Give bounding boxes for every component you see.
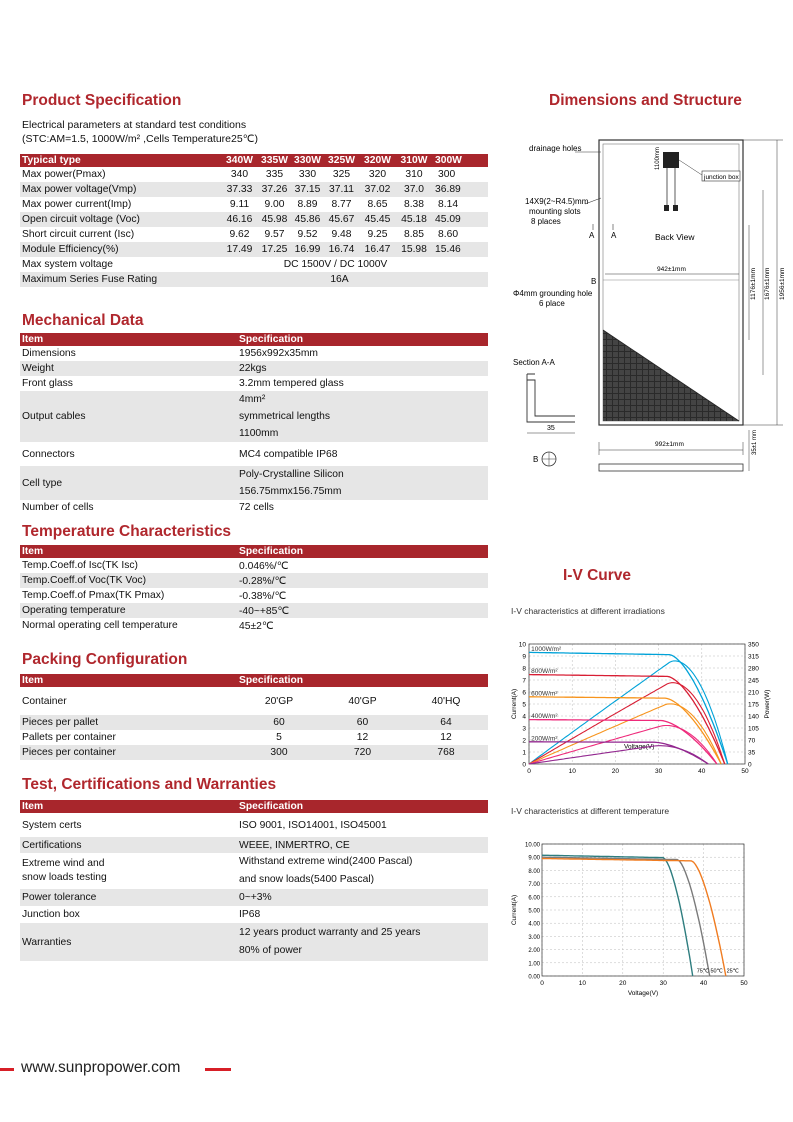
cell-value: 37.26	[258, 182, 291, 197]
cell-value: 45.67	[324, 212, 359, 227]
cell-value: Poly-Crystalline Silicon	[239, 469, 344, 480]
cell-value: ISO 9001, ISO14001, ISO45001	[239, 819, 387, 831]
row-label: Temp.Coeff.of Isc(TK Isc)	[22, 560, 138, 571]
row-label: Extreme wind and	[22, 858, 105, 869]
electrical-table	[20, 154, 488, 287]
irradiance-annotation: 800W/m²	[531, 668, 558, 676]
y2-tick-label: 175	[748, 701, 759, 709]
cell-value: 8.85	[403, 229, 425, 240]
cell-value: 22kgs	[237, 361, 488, 376]
table-row	[20, 906, 488, 923]
header-cell: 300W	[432, 154, 488, 167]
cell-value: 12	[440, 732, 452, 743]
header-cell: Specification	[237, 800, 488, 813]
cell-value: 46.16	[221, 212, 258, 227]
table-row	[20, 346, 488, 361]
back-view-label: Back View	[655, 232, 695, 242]
certs-header-row	[20, 800, 488, 813]
cell-value: and snow loads(5400 Pascal)	[239, 874, 375, 885]
y2-tick-label: 35	[748, 749, 756, 757]
cell-value: 37.15	[291, 182, 324, 197]
header-cell: Item	[20, 800, 237, 813]
y-tick-label: 3	[522, 725, 526, 733]
dim-35-label: 35±1 mm	[752, 430, 758, 455]
header-cell: Specification	[237, 333, 488, 346]
x-tick-label: 40	[698, 768, 706, 775]
y-tick-label: 5	[522, 701, 526, 709]
table-row	[20, 257, 488, 272]
x-tick-label: 20	[611, 768, 620, 775]
chart2-title: I-V characteristics at different temperature	[511, 806, 670, 816]
cell-value: 0.046%/℃	[239, 560, 289, 572]
iv-curve-title: I-V Curve	[563, 567, 632, 584]
y-tick-label: 0	[522, 761, 526, 769]
cell-value: 60	[237, 715, 321, 730]
y2-tick-label: 105	[748, 725, 759, 733]
cell-value: 45.98	[258, 212, 291, 227]
cell-value: 320	[368, 169, 387, 180]
dim-1676-label: 1676±1mm	[764, 267, 771, 300]
table-row	[20, 730, 488, 745]
table-row	[20, 588, 488, 603]
cell-value: WEEE, INMERTRO, CE	[237, 837, 488, 853]
certs-table	[20, 800, 488, 961]
row-label: Output cables	[20, 391, 237, 442]
cell-value: 37.11	[324, 182, 359, 197]
table-row	[20, 618, 488, 633]
y-tick-label: 6.00	[528, 895, 540, 902]
product-spec-title: Product Specification	[22, 92, 182, 109]
y2-tick-label: 245	[748, 677, 759, 685]
table-row	[20, 558, 488, 573]
mechanical-title: Mechanical Data	[22, 312, 144, 329]
irradiance-annotation: 400W/m²	[531, 713, 558, 721]
mechanical-table	[20, 333, 488, 515]
series-label: 75℃	[696, 968, 710, 975]
y-tick-label: 1	[522, 749, 526, 757]
cell-value: symmetrical lengths	[239, 411, 330, 422]
x-tick-label: 30	[659, 980, 667, 987]
y-tick-label: 9.00	[528, 855, 540, 862]
dim-1176-label: 1176±1mm	[750, 268, 757, 300]
cell-value: 72 cells	[239, 502, 274, 513]
cell-value: 45.86	[291, 212, 324, 227]
irradiance-annotation: 200W/m²	[531, 735, 558, 743]
table-row	[20, 923, 488, 961]
table-row	[20, 182, 488, 197]
cell-value: 325	[332, 169, 351, 180]
cell-value: 8.77	[331, 199, 352, 210]
cell-value: 45.09	[432, 212, 488, 227]
cell-value: 45.45	[359, 212, 396, 227]
section-35-label: 35	[547, 425, 555, 432]
row-label: Dimensions	[22, 348, 76, 359]
cell-value: 20'GP	[264, 695, 294, 707]
row-label: Cell type	[20, 466, 237, 500]
cell-value: 5	[276, 732, 282, 743]
section-label: Section A-A	[513, 358, 555, 367]
cell-value: 768	[404, 745, 488, 760]
table-row	[20, 466, 488, 500]
y-tick-label: 4.00	[528, 921, 540, 928]
cell-value: 8.60	[438, 229, 459, 240]
table-row	[20, 361, 488, 376]
cell-value: 12 years product warranty and 25 years	[239, 927, 421, 938]
mounting-label-1: 14X9(2~R4.5)mm	[525, 197, 589, 206]
iv-series-line	[529, 742, 708, 764]
table-row	[20, 272, 488, 287]
row-label: Operating temperature	[20, 603, 237, 618]
table-row	[20, 167, 488, 182]
header-cell: Item	[20, 674, 237, 687]
chart1-title: I-V characteristics at different irradiations	[511, 606, 665, 616]
y2-tick-label: 0	[748, 761, 752, 769]
header-cell: Typical type	[20, 154, 221, 167]
cell-value: -0.38%/℃	[239, 590, 287, 602]
cell-value: 330	[298, 169, 317, 180]
y-tick-label: 0.00	[528, 974, 540, 981]
row-label: Temp.Coeff.of Pmax(TK Pmax)	[22, 590, 165, 601]
y-tick-label: 3.00	[528, 934, 540, 941]
row-label: Pieces per container	[20, 745, 237, 760]
header-cell: Specification	[237, 674, 488, 687]
electrical-header-row	[20, 154, 488, 167]
header-cell: 325W	[324, 154, 359, 167]
y-tick-label: 7.00	[528, 882, 540, 889]
x-tick-label: 0	[527, 768, 531, 775]
cell-value: 156.75mmx156.75mm	[239, 486, 342, 497]
x-axis-label: Voltage(V)	[624, 743, 655, 751]
cell-value: 37.33	[221, 182, 258, 197]
table-row	[20, 745, 488, 760]
table-row	[20, 813, 488, 837]
row-label: Max power voltage(Vmp)	[20, 182, 221, 197]
x-tick-label: 10	[578, 980, 587, 987]
x-tick-label: 0	[540, 980, 544, 987]
cell-value: Withstand extreme wind(2400 Pascal)	[239, 856, 413, 867]
cell-value: -0.28%/℃	[237, 573, 488, 588]
y-tick-label: 7	[522, 677, 526, 685]
mechanical-header-row	[20, 333, 488, 346]
grounding-label-1: Φ4mm grounding hole	[513, 289, 593, 298]
b-label: B	[533, 455, 539, 464]
irradiance-annotation: 1000W/m²	[531, 645, 562, 653]
cell-value: 15.46	[432, 242, 488, 257]
row-label: Temp.Coeff.of Voc(TK Voc)	[20, 573, 237, 588]
table-row	[20, 687, 488, 715]
y-tick-label: 10	[518, 641, 526, 649]
irradiance-annotation: 600W/m²	[531, 690, 558, 698]
cell-value: 45±2℃	[239, 620, 274, 632]
y-tick-label: 1.00	[528, 961, 540, 968]
table-row	[20, 573, 488, 588]
row-label: Maximum Series Fuse Rating	[20, 272, 221, 287]
row-label: Number of cells	[22, 502, 94, 513]
y-tick-label: 2.00	[528, 948, 540, 955]
cell-value: IP68	[239, 909, 261, 920]
connector	[664, 205, 669, 211]
table-row	[20, 227, 488, 242]
dimensions-title: Dimensions and Structure	[549, 92, 742, 109]
cell-value: MC4 compatible IP68	[239, 448, 338, 460]
junction-box	[663, 152, 679, 168]
x-tick-label: 20	[619, 980, 627, 987]
cell-value: 37.0	[396, 182, 432, 197]
cell-value: 60	[321, 715, 404, 730]
cell-value: 37.02	[359, 182, 396, 197]
iv-irradiance-chart	[508, 634, 778, 780]
mounting-label-2: mounting slots	[529, 207, 581, 216]
table-row	[20, 442, 488, 466]
cell-value: 310	[405, 169, 423, 180]
cell-value: -40~+85℃	[237, 603, 488, 618]
table-row	[20, 500, 488, 515]
y2-tick-label: 280	[748, 665, 759, 673]
y-tick-label: 10.00	[524, 842, 540, 849]
cell-value: 8.89	[297, 199, 318, 210]
x-tick-label: 40	[699, 980, 708, 987]
table-row	[20, 197, 488, 212]
row-label: Junction box	[22, 909, 80, 920]
table-row	[20, 889, 488, 906]
cell-value: 12	[356, 732, 369, 743]
y-tick-label: 8	[522, 665, 526, 673]
footer-url[interactable]: www.sunpropower.com	[21, 1059, 181, 1076]
cell-value: 9.62	[229, 229, 250, 240]
cell-value: 17.49	[221, 242, 258, 257]
cell-value: 0~+3%	[237, 889, 488, 906]
y2-tick-label: 350	[748, 641, 759, 649]
cell-value: 16.99	[291, 242, 324, 257]
x-tick-label: 30	[654, 768, 663, 775]
cell-value: 9.11	[229, 199, 250, 210]
y-tick-label: 9	[522, 653, 526, 661]
cell-value: 720	[321, 745, 404, 760]
cell-value: 8.14	[438, 199, 459, 210]
row-label: Open circuit voltage (Voc)	[20, 212, 221, 227]
dim-942-label: 942±1mm	[657, 266, 686, 273]
header-cell: Item	[20, 333, 237, 346]
header-cell: 340W	[221, 154, 258, 167]
cell-value: 3.2mm tempered glass	[239, 378, 344, 389]
x-axis-label: Voltage(V)	[627, 990, 659, 997]
cell-value: 335	[265, 169, 284, 180]
drainage-label: drainage holes	[529, 144, 582, 153]
cell-value: 36.89	[432, 182, 488, 197]
dim-992-label: 992±1mm	[655, 441, 684, 448]
row-label: Pallets per container	[22, 732, 116, 743]
temp-series-line	[542, 857, 710, 976]
temperature-header-row	[20, 545, 488, 558]
cell-value: 9.25	[367, 229, 388, 240]
row-label: Max power(Pmax)	[22, 169, 106, 180]
y-axis-label: Current(A)	[511, 894, 518, 926]
header-cell: 320W	[359, 154, 396, 167]
temp-series-line	[542, 855, 693, 976]
cell-value: 9.57	[264, 229, 285, 240]
y2-tick-label: 315	[748, 653, 759, 661]
cell-value: 9.48	[331, 229, 352, 240]
cell-value: 16A	[221, 272, 488, 287]
cell-value: 45.18	[396, 212, 432, 227]
table-row	[20, 715, 488, 730]
cell-value: 40'GP	[348, 695, 377, 707]
cell-value: 340	[230, 169, 249, 180]
x-tick-label: 50	[740, 980, 748, 987]
cell-value: DC 1500V / DC 1000V	[283, 259, 388, 270]
footer	[0, 1059, 240, 1079]
row-label: snow loads testing	[22, 872, 107, 883]
section-mark-a: A	[611, 231, 617, 240]
row-label: Certifications	[20, 837, 237, 853]
cell-value: 17.25	[258, 242, 291, 257]
row-label: Front glass	[22, 378, 73, 389]
header-cell: Specification	[237, 545, 488, 558]
footer-bar-right	[205, 1068, 231, 1071]
b-marker: B	[591, 277, 597, 286]
cell-value: 1100mm	[239, 428, 279, 439]
dimension-drawing	[505, 130, 790, 480]
section-mark-a: A	[589, 231, 595, 240]
row-label: Pieces per pallet	[20, 715, 237, 730]
y-tick-label: 2	[522, 737, 526, 745]
spec-intro-line2: (STC:AM=1.5, 1000W/m² ,Cells Temperature25℃)	[22, 133, 258, 145]
cell-value: 300	[438, 169, 456, 180]
row-label: Power tolerance	[20, 889, 237, 906]
table-row	[20, 853, 488, 889]
row-label: Max system voltage	[22, 259, 113, 270]
cell-value: 9.52	[297, 229, 318, 240]
packing-title: Packing Configuration	[22, 651, 188, 668]
cell-value: 300	[237, 745, 321, 760]
temperature-title: Temperature Characteristics	[22, 523, 232, 540]
y2-tick-label: 70	[748, 737, 756, 745]
header-cell: 310W	[396, 154, 432, 167]
y-tick-label: 4	[522, 713, 526, 721]
header-cell: Item	[20, 545, 237, 558]
row-label: Short circuit current (Isc)	[22, 229, 135, 240]
row-label: Max power current(Imp)	[22, 199, 132, 210]
y-tick-label: 8.00	[528, 868, 540, 875]
grounding-label-2: 6 place	[539, 299, 565, 308]
cell-value: 1956x992x35mm	[239, 348, 318, 359]
series-label: 25℃	[726, 968, 739, 975]
cell-value: 16.47	[359, 242, 396, 257]
row-label: System certs	[22, 819, 82, 831]
row-label: Container	[22, 695, 67, 707]
cell-value: 40'HQ	[431, 695, 461, 707]
cell-value: 8.65	[367, 199, 388, 210]
table-row	[20, 242, 488, 257]
dim-1956-label: 1956±1mm	[779, 267, 786, 300]
iv-temperature-chart	[508, 836, 778, 1000]
row-label: Weight	[20, 361, 237, 376]
cell-value: 16.74	[324, 242, 359, 257]
packing-table	[20, 674, 488, 760]
temperature-table	[20, 545, 488, 633]
cell-value: 15.98	[396, 242, 432, 257]
row-label: Module Efficiency(%)	[20, 242, 221, 257]
y-axis-label: Current(A)	[511, 688, 518, 720]
y2-axis-label: Power(W)	[764, 689, 771, 719]
row-label: Warranties	[20, 923, 237, 961]
y2-tick-label: 210	[748, 689, 759, 697]
table-row	[20, 391, 488, 442]
mounting-label-3: 8 places	[531, 217, 561, 226]
cell-value: 80% of power	[239, 945, 302, 956]
x-tick-label: 50	[741, 768, 749, 775]
table-row	[20, 603, 488, 618]
packing-header-row	[20, 674, 488, 687]
y2-tick-label: 140	[748, 713, 759, 721]
section-profile	[527, 374, 575, 422]
spec-intro-line1: Electrical parameters at standard test conditions	[22, 119, 247, 131]
y-tick-label: 6	[522, 689, 526, 697]
row-label: Normal operating cell temperature	[22, 620, 178, 631]
footer-bar-left	[0, 1068, 14, 1071]
cell-value: 8.38	[403, 199, 425, 210]
table-row	[20, 837, 488, 853]
junction-box-label: junction box	[704, 174, 739, 181]
header-cell: 335W	[258, 154, 291, 167]
table-row	[20, 376, 488, 391]
cell-value: 64	[404, 715, 488, 730]
side-view	[599, 464, 743, 471]
table-row	[20, 212, 488, 227]
y-tick-label: 5.00	[528, 908, 540, 915]
x-tick-label: 10	[568, 768, 576, 775]
header-cell: 330W	[291, 154, 324, 167]
row-label: Connectors	[22, 448, 75, 460]
certs-title: Test, Certifications and Warranties	[22, 776, 277, 793]
series-label: 50℃	[710, 968, 723, 975]
pv-series-line	[529, 726, 717, 765]
connector	[673, 205, 678, 211]
label-1100: 1100mm	[655, 147, 661, 170]
cell-value: 4mm²	[239, 394, 266, 405]
cell-value: 9.00	[264, 199, 285, 210]
